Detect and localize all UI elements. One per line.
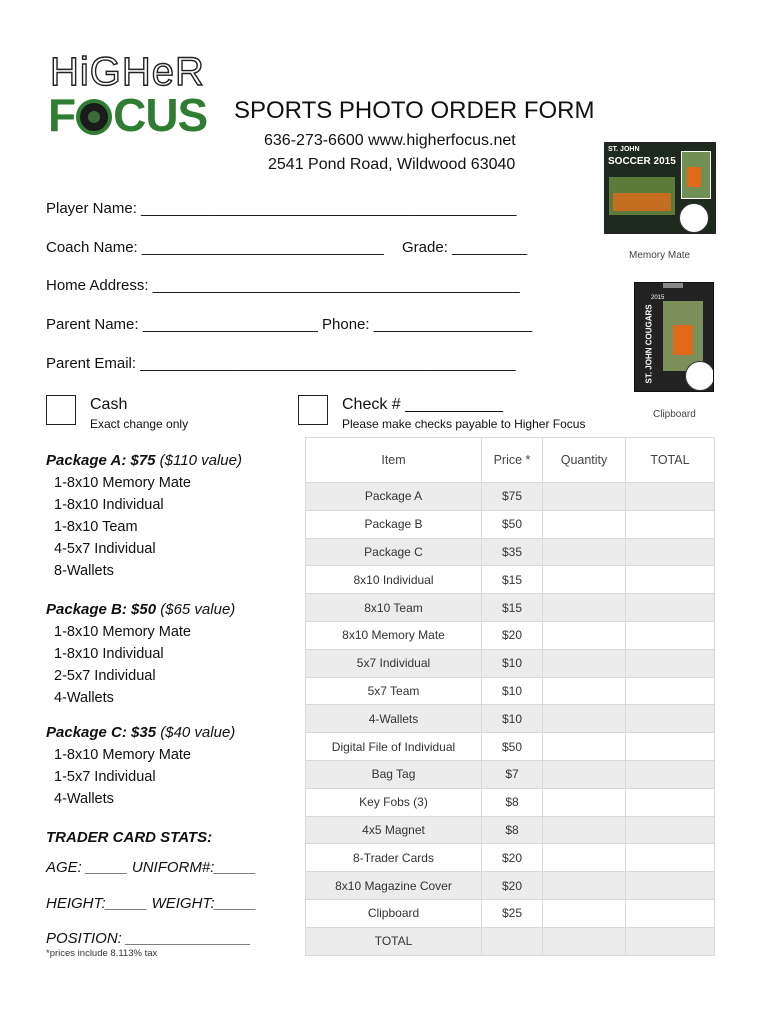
total-row-cell — [482, 927, 543, 955]
price-cell: $75 — [482, 483, 543, 511]
total-cell[interactable] — [626, 844, 715, 872]
price-cell: $10 — [482, 705, 543, 733]
price-cell: $7 — [482, 760, 543, 788]
package-b-title: Package B: $50 ($65 value) — [46, 601, 236, 618]
parent-email-field[interactable]: Parent Email: _____________________________________________ — [46, 355, 516, 372]
quantity-cell[interactable] — [543, 899, 626, 927]
price-cell: $10 — [482, 649, 543, 677]
coach-name-field[interactable]: Coach Name: _____________________________ — [46, 239, 384, 256]
table-row — [306, 733, 715, 761]
cash-note: Exact change only — [90, 417, 189, 431]
table-row — [306, 677, 715, 705]
item-cell: Digital File of Individual — [306, 733, 482, 761]
quantity-cell[interactable] — [543, 844, 626, 872]
list-item: 1-8x10 Individual — [54, 497, 164, 513]
tax-note: *prices include 8.113% tax — [46, 948, 158, 959]
list-item: 1-8x10 Memory Mate — [54, 624, 191, 640]
price-cell: $20 — [482, 872, 543, 900]
package-a-title: Package A: $75 ($110 value) — [46, 452, 242, 469]
total-cell[interactable] — [626, 538, 715, 566]
quantity-cell[interactable] — [543, 677, 626, 705]
total-cell[interactable] — [626, 733, 715, 761]
item-cell: Package B — [306, 510, 482, 538]
total-cell[interactable] — [626, 677, 715, 705]
trader-card-heading: TRADER CARD STATS: — [46, 829, 213, 846]
total-label: TOTAL — [306, 927, 482, 955]
player-name-field[interactable]: Player Name: _____________________________________________ — [46, 200, 517, 217]
list-item: 8-Wallets — [54, 563, 114, 579]
total-cell[interactable] — [626, 510, 715, 538]
table-row — [306, 510, 715, 538]
total-cell[interactable] — [626, 566, 715, 594]
price-cell: $50 — [482, 510, 543, 538]
quantity-cell[interactable] — [543, 649, 626, 677]
list-item: 1-5x7 Individual — [54, 769, 156, 785]
total-cell[interactable] — [626, 594, 715, 622]
clipboard-sample-image — [634, 282, 714, 392]
cash-label: Cash — [90, 396, 128, 413]
item-cell: 8x10 Team — [306, 594, 482, 622]
contact-address: 2541 Pond Road, Wildwood 63040 — [268, 156, 516, 173]
table-row — [306, 816, 715, 844]
quantity-cell[interactable] — [543, 705, 626, 733]
price-cell: $25 — [482, 899, 543, 927]
item-cell: 4x5 Magnet — [306, 816, 482, 844]
total-row — [306, 927, 715, 955]
total-cell[interactable] — [626, 872, 715, 900]
total-cell[interactable] — [626, 705, 715, 733]
height-weight-field[interactable]: HEIGHT:_____ WEIGHT:_____ — [46, 895, 257, 912]
form-title: SPORTS PHOTO ORDER FORM — [234, 97, 595, 124]
clipboard-year: 2015 — [651, 295, 665, 301]
item-cell: 8x10 Memory Mate — [306, 621, 482, 649]
clipboard-caption: Clipboard — [653, 409, 696, 420]
check-note: Please make checks payable to Higher Focus — [342, 417, 586, 431]
item-cell: Package A — [306, 483, 482, 511]
memory-mate-caption: Memory Mate — [629, 250, 691, 261]
age-uniform-field[interactable]: AGE: _____ UNIFORM#:_____ — [46, 859, 257, 876]
list-item: 2-5x7 Individual — [54, 668, 156, 684]
column-header-total: TOTAL — [626, 438, 715, 483]
table-row — [306, 788, 715, 816]
price-cell: $10 — [482, 677, 543, 705]
logo-letter-f: F — [48, 89, 76, 141]
quantity-cell[interactable] — [543, 872, 626, 900]
item-cell: 8x10 Individual — [306, 566, 482, 594]
total-cell[interactable] — [626, 816, 715, 844]
quantity-cell[interactable] — [543, 566, 626, 594]
list-item: 4-Wallets — [54, 791, 114, 807]
quantity-cell[interactable] — [543, 733, 626, 761]
logo-wordmark-top: HiGHeR — [50, 50, 205, 94]
home-address-field[interactable]: Home Address: ____________________________________________ — [46, 277, 520, 294]
check-checkbox[interactable] — [298, 395, 328, 425]
item-cell: 8-Trader Cards — [306, 844, 482, 872]
memory-mate-sample-image — [604, 142, 716, 234]
price-cell: $20 — [482, 621, 543, 649]
total-cell[interactable] — [626, 788, 715, 816]
logo-wordmark-bottom — [48, 89, 208, 141]
grand-total-cell[interactable] — [626, 927, 715, 955]
table-row — [306, 649, 715, 677]
clipboard-team-name: ST. JOHN COUGARS — [644, 304, 654, 384]
table-row — [306, 594, 715, 622]
quantity-cell[interactable] — [543, 816, 626, 844]
total-cell[interactable] — [626, 483, 715, 511]
table-row — [306, 566, 715, 594]
soccer-ball-icon — [685, 361, 714, 391]
table-row — [306, 872, 715, 900]
item-cell: 5x7 Individual — [306, 649, 482, 677]
table-row — [306, 483, 715, 511]
quantity-cell[interactable] — [543, 483, 626, 511]
package-c-title: Package C: $35 ($40 value) — [46, 724, 236, 741]
cash-checkbox[interactable] — [46, 395, 76, 425]
item-cell: Package C — [306, 538, 482, 566]
column-header-price: Price * — [482, 438, 543, 483]
quantity-cell[interactable] — [543, 788, 626, 816]
price-cell: $8 — [482, 816, 543, 844]
table-row — [306, 621, 715, 649]
column-header-item: Item — [306, 438, 482, 483]
price-cell: $15 — [482, 594, 543, 622]
table-row — [306, 538, 715, 566]
order-table — [305, 437, 715, 956]
item-cell: 4-Wallets — [306, 705, 482, 733]
price-cell: $35 — [482, 538, 543, 566]
soccer-ball-icon — [679, 203, 709, 233]
item-cell: Key Fobs (3) — [306, 788, 482, 816]
price-cell: $50 — [482, 733, 543, 761]
quantity-cell[interactable] — [543, 760, 626, 788]
total-row-cell — [543, 927, 626, 955]
check-number-field[interactable]: Check # ___________ — [342, 396, 504, 413]
list-item: 4-5x7 Individual — [54, 541, 156, 557]
grade-field[interactable]: Grade: _________ — [402, 239, 528, 256]
item-cell: Clipboard — [306, 899, 482, 927]
price-cell: $15 — [482, 566, 543, 594]
total-cell[interactable] — [626, 899, 715, 927]
memory-mate-school: ST. JOHN — [608, 146, 640, 153]
quantity-cell[interactable] — [543, 621, 626, 649]
list-item: 1-8x10 Memory Mate — [54, 475, 191, 491]
total-cell[interactable] — [626, 649, 715, 677]
total-cell[interactable] — [626, 621, 715, 649]
item-cell: Bag Tag — [306, 760, 482, 788]
quantity-cell[interactable] — [543, 538, 626, 566]
item-cell: 5x7 Team — [306, 677, 482, 705]
table-row — [306, 899, 715, 927]
list-item: 1-8x10 Memory Mate — [54, 747, 191, 763]
table-row — [306, 760, 715, 788]
table-row — [306, 705, 715, 733]
phone-field[interactable]: Phone: ___________________ — [322, 316, 533, 333]
parent-name-field[interactable]: Parent Name: _____________________ — [46, 316, 318, 333]
logo-letters-cus: CUS — [113, 89, 208, 141]
item-cell: 8x10 Magazine Cover — [306, 872, 482, 900]
camera-lens-icon — [76, 99, 112, 135]
quantity-cell[interactable] — [543, 594, 626, 622]
list-item: 1-8x10 Team — [54, 519, 138, 535]
contact-phone-web: 636-273-6600 www.higherfocus.net — [264, 132, 516, 149]
table-row — [306, 844, 715, 872]
column-header-quantity: Quantity — [543, 438, 626, 483]
total-cell[interactable] — [626, 760, 715, 788]
position-field[interactable]: POSITION: _______________ — [46, 930, 252, 947]
list-item: 4-Wallets — [54, 690, 114, 706]
price-cell: $20 — [482, 844, 543, 872]
memory-mate-headline: SOCCER 2015 — [608, 156, 676, 167]
list-item: 1-8x10 Individual — [54, 646, 164, 662]
price-cell: $8 — [482, 788, 543, 816]
quantity-cell[interactable] — [543, 510, 626, 538]
